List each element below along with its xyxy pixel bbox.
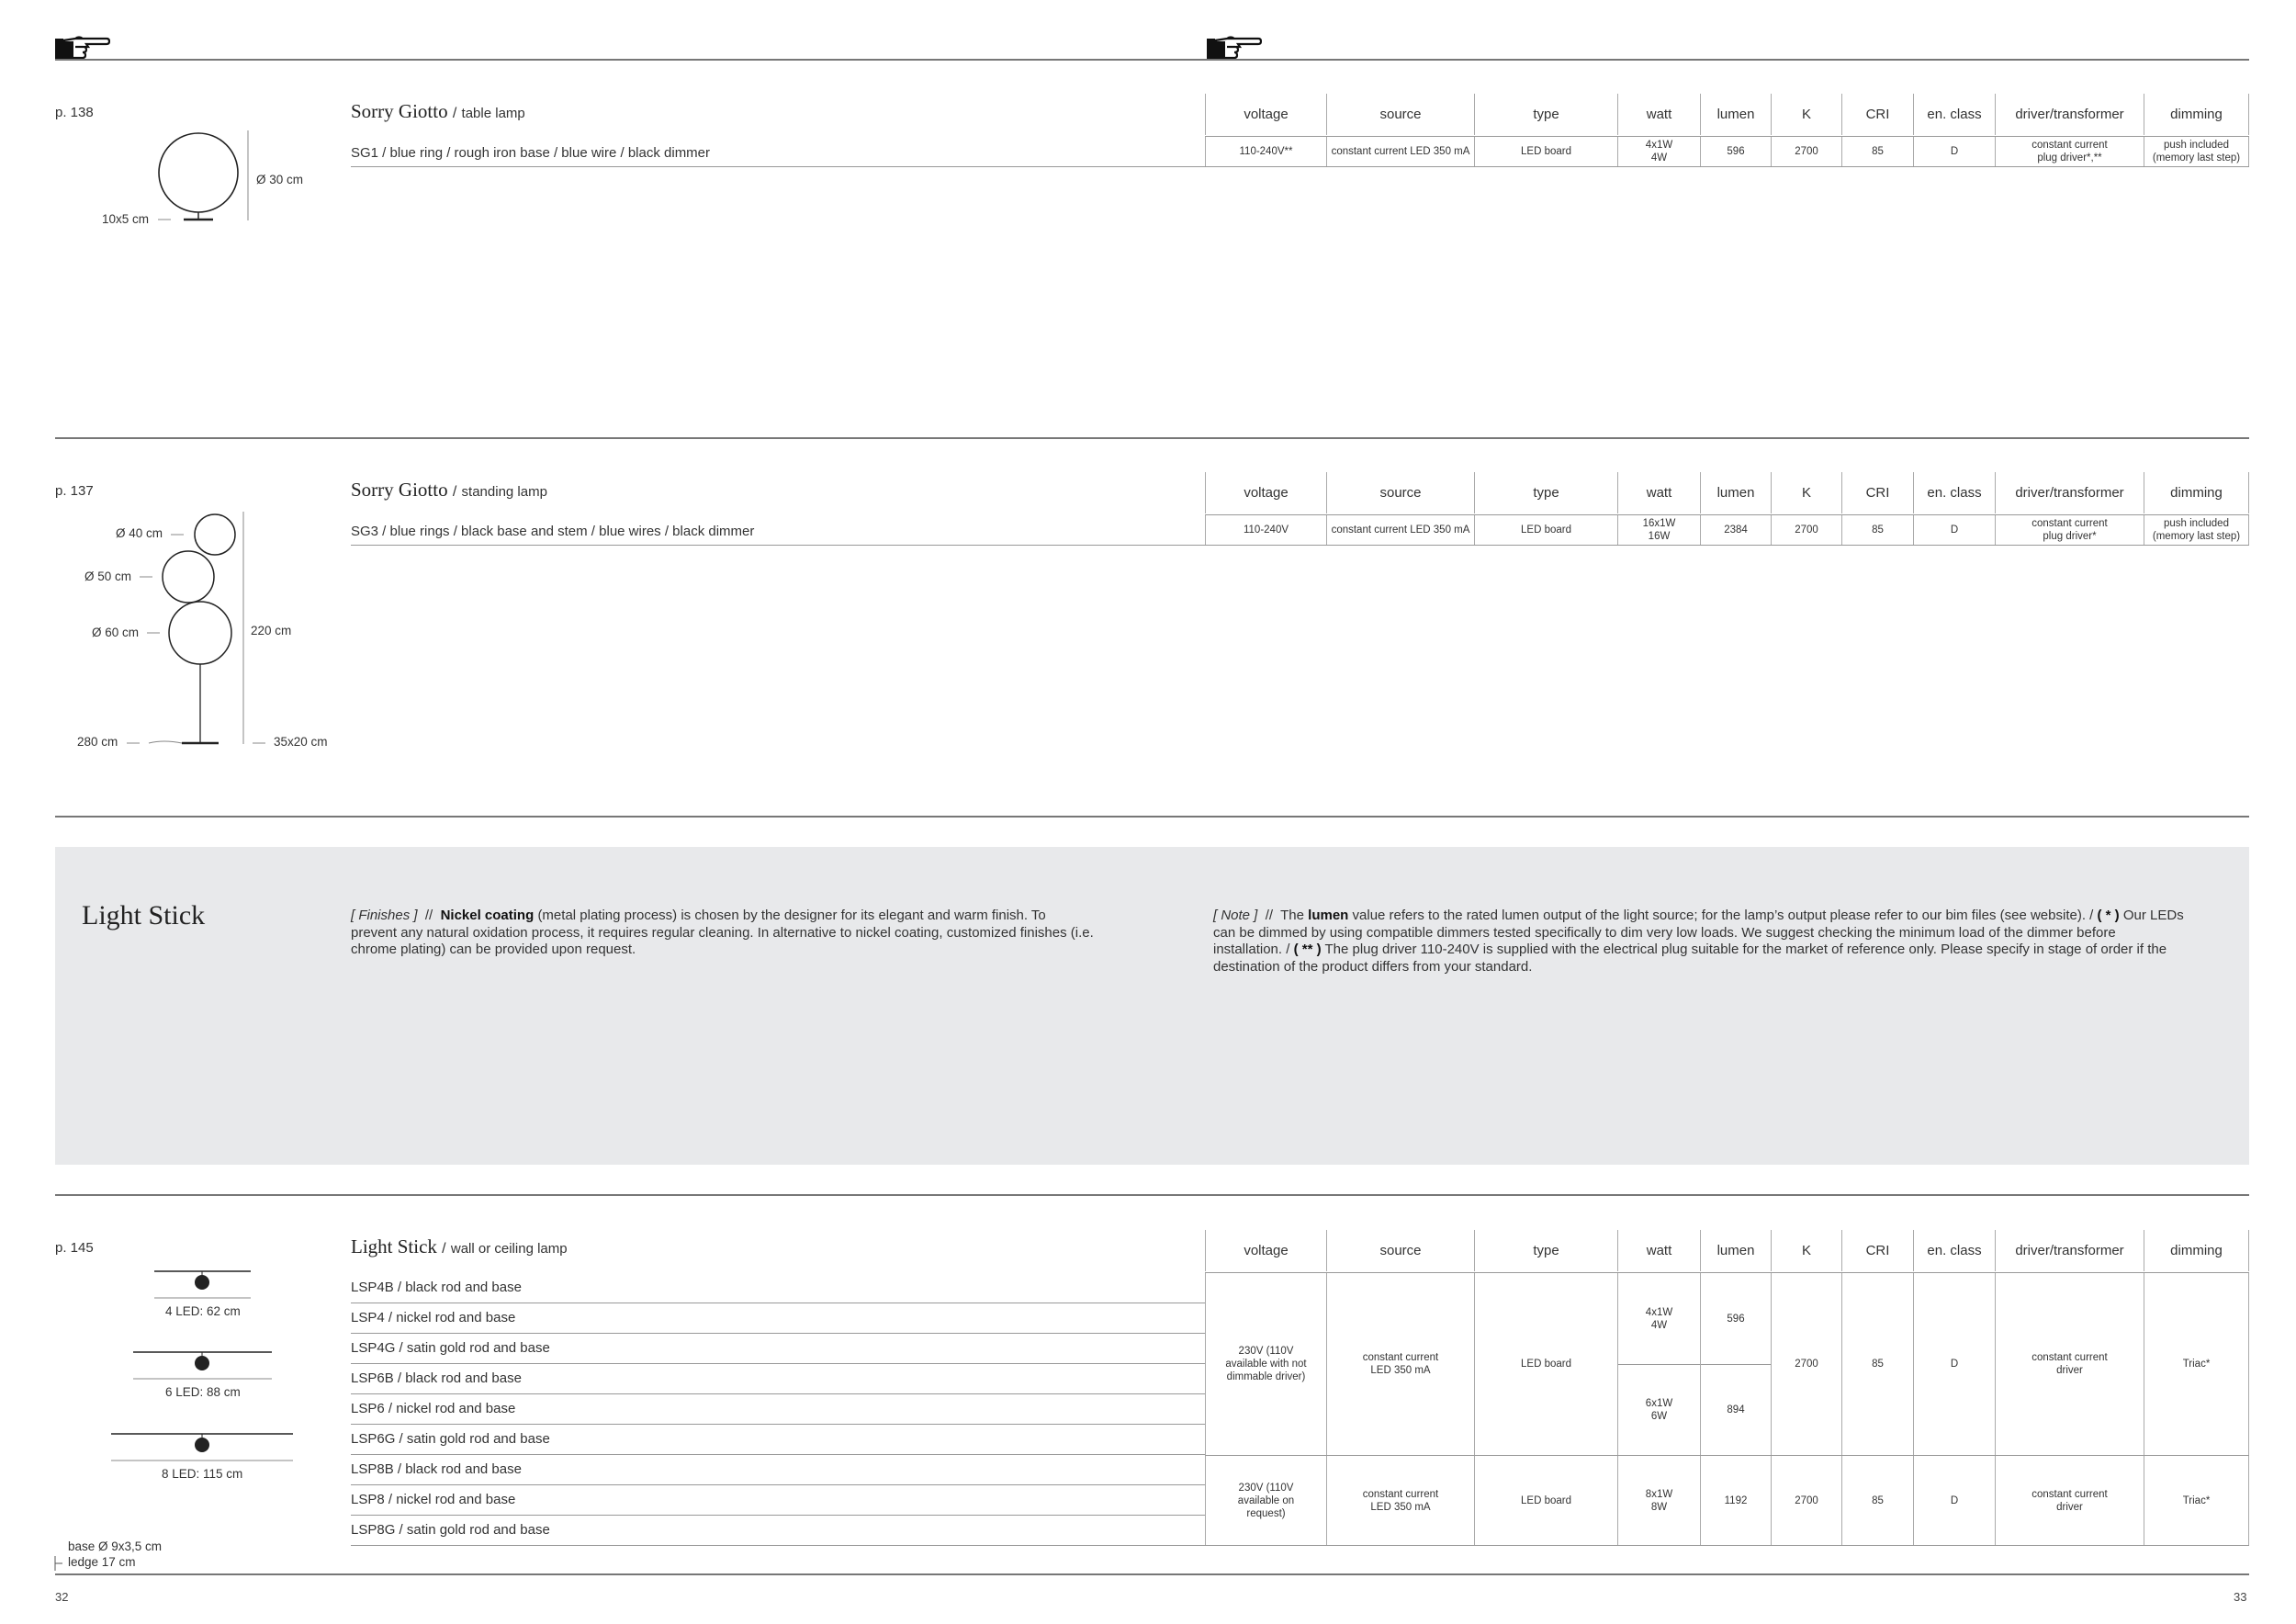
col-driver: driver/transformer [1995,94,2144,135]
list-item: LSP4G / satin gold rod and base [351,1340,550,1356]
base-size-label: 10x5 cm [102,212,150,226]
cell-voltage: 230V (110V available on request) [1205,1456,1326,1545]
cell-en-class: D [1913,1456,1995,1545]
cell-cri: 85 [1841,1273,1913,1455]
list-item: LSP8B / black rod and base [351,1461,522,1477]
product-code-row: SG1 / blue ring / rough iron base / blue wire / black dimmer [351,145,711,161]
bottom-rule [55,1573,2249,1575]
cell-driver: constant current plug driver* [1995,515,2144,545]
spec-table [0,94,2296,167]
col-k: K [1771,1230,1841,1271]
note-bold: ( * ) [2097,908,2120,923]
cell-k: 2700 [1771,1273,1841,1455]
led6-length-label: 6 LED: 88 cm [165,1385,241,1399]
ledge-length-label: ledge 17 cm [68,1555,136,1569]
height-label: 220 cm [251,624,292,637]
cell-watt: 6x1W 6W [1617,1364,1700,1455]
col-cri: CRI [1841,94,1913,135]
diameter-60-label: Ø 60 cm [92,626,140,639]
list-item: LSP4 / nickel rod and base [351,1310,516,1325]
col-en-class: en. class [1913,94,1995,135]
cell-dimming: Triac* [2144,1273,2249,1455]
cell-en-class: D [1913,1273,1995,1455]
spec-table [0,472,2296,546]
note-label: [ Note ] [1213,908,1258,923]
note-text: The plug driver 110-240V is supplied with the electrical plug suitable for the market of reference only. Please specify in stage of order if the destination of the product differs from your standard. [1213,942,2167,975]
cell-lumen: 596 [1700,137,1771,166]
cell-type: LED board [1474,515,1617,545]
cell-k: 2700 [1771,515,1841,545]
cell-voltage: 110-240V** [1205,137,1326,166]
cell-driver: constant current plug driver*,** [1995,137,2144,166]
col-en-class: en. class [1913,1230,1995,1271]
cell-k: 2700 [1771,1456,1841,1545]
list-item: LSP8 / nickel rod and base [351,1492,516,1507]
page-ref: p. 145 [55,1240,94,1256]
product-name: Sorry Giotto [351,100,448,122]
title-separator: / [452,106,457,121]
page-ref: p. 137 [55,483,94,499]
col-voltage: voltage [1205,94,1326,135]
list-item: LSP8G / satin gold rod and base [351,1522,550,1538]
cable-length-label: 280 cm [77,735,118,749]
cell-watt: 4x1W 4W [1617,137,1700,166]
cell-lumen: 2384 [1700,515,1771,545]
col-lumen: lumen [1700,1230,1771,1271]
page-number-left: 32 [55,1590,69,1604]
note-text: value refers to the rated lumen output of the light source; for the lamp’s output please refer to our bim files (see website). / [1352,908,2094,923]
finishes-note [351,908,1095,959]
product-type: table lamp [461,106,525,121]
col-voltage: voltage [1205,472,1326,513]
info-title: Light Stick [82,900,206,930]
cell-en-class: D [1913,515,1995,545]
cell-cri: 85 [1841,1456,1913,1545]
ledge-bracket-icon [53,1554,66,1573]
cell-dimming: Triac* [2144,1456,2249,1545]
cell-lumen: 1192 [1700,1456,1771,1545]
col-dimming: dimming [2144,472,2249,513]
cell-k: 2700 [1771,137,1841,166]
cell-type: LED board [1474,1456,1617,1545]
note-text: The [1280,908,1304,923]
note-sep: // [1265,908,1274,923]
note-bold: lumen [1308,908,1349,923]
cell-voltage: 230V (110V available with not dimmable driver) [1205,1273,1326,1455]
cell-watt: 4x1W 4W [1617,1273,1700,1364]
col-dimming: dimming [2144,94,2249,135]
base-size-label: 35x20 cm [274,735,328,749]
col-watt: watt [1617,472,1700,513]
section-rule [55,437,2249,439]
cell-watt: 16x1W 16W [1617,515,1700,545]
led4-length-label: 4 LED: 62 cm [165,1304,241,1318]
col-type: type [1474,472,1617,513]
product-type: standing lamp [461,484,547,500]
title-separator: / [442,1241,446,1257]
col-driver: driver/transformer [1995,1230,2144,1271]
diameter-label: Ø 30 cm [256,173,304,186]
title-separator: / [452,484,457,500]
cell-type: LED board [1474,137,1617,166]
base-size-label: base Ø 9x3,5 cm [68,1539,163,1553]
cell-en-class: D [1913,137,1995,166]
cell-source: constant current LED 350 mA [1326,515,1474,545]
col-type: type [1474,94,1617,135]
finishes-bold: Nickel coating [440,908,535,923]
led8-length-label: 8 LED: 115 cm [162,1467,243,1481]
table-bottom-rule [1205,1545,2249,1546]
cell-voltage: 110-240V [1205,515,1326,545]
finishes-text: (metal plating process) is chosen by the designer for its elegant and warm finish. To prevent any natural oxidation process, it requires regular cleaning. In alternative to nickel coating, customized finishes (i.e. chrome plating) can be provided upon request. [351,908,1094,957]
col-source: source [1326,1230,1474,1271]
section-rule [55,816,2249,818]
col-driver: driver/transformer [1995,472,2144,513]
cell-lumen: 596 [1700,1273,1771,1364]
col-voltage: voltage [1205,1230,1326,1271]
finishes-label: [ Finishes ] [351,908,418,923]
col-cri: CRI [1841,1230,1913,1271]
diameter-50-label: Ø 50 cm [84,570,132,583]
finishes-sep: // [424,908,433,923]
col-watt: watt [1617,94,1700,135]
col-source: source [1326,472,1474,513]
page-number-right: 33 [2234,1590,2247,1604]
spec-table [0,1230,2296,1547]
col-lumen: lumen [1700,472,1771,513]
col-source: source [1326,94,1474,135]
note-text: Our LEDs can be dimmed by using compatible dimmers tested specifically to dim very low loads. We suggest checking the minimum load of the dimmer before installation. / [1213,908,2184,957]
cell-watt: 8x1W 8W [1617,1456,1700,1545]
cell-dimming: push included (memory last step) [2144,515,2249,545]
cell-cri: 85 [1841,515,1913,545]
product-name: Light Stick [351,1235,437,1257]
list-item: LSP4B / black rod and base [351,1280,522,1295]
cell-driver: constant current driver [1995,1456,2144,1545]
list-item: LSP6 / nickel rod and base [351,1401,516,1416]
list-item: LSP6G / satin gold rod and base [351,1431,550,1447]
col-en-class: en. class [1913,472,1995,513]
list-item: LSP6B / black rod and base [351,1370,522,1386]
col-k: K [1771,94,1841,135]
product-name: Sorry Giotto [351,479,448,501]
cell-source: constant current LED 350 mA [1326,1456,1474,1545]
cell-cri: 85 [1841,137,1913,166]
col-lumen: lumen [1700,94,1771,135]
page-ref: p. 138 [55,105,94,120]
general-note [1213,908,2187,976]
cell-source: constant current LED 350 mA [1326,137,1474,166]
col-type: type [1474,1230,1617,1271]
cell-source: constant current LED 350 mA [1326,1273,1474,1455]
section-rule [55,1194,2249,1196]
cell-type: LED board [1474,1273,1617,1455]
note-bold: ( ** ) [1293,942,1322,957]
info-panel [55,847,2249,1165]
col-k: K [1771,472,1841,513]
diameter-40-label: Ø 40 cm [116,526,163,540]
col-watt: watt [1617,1230,1700,1271]
cell-lumen: 894 [1700,1364,1771,1455]
product-code-row: SG3 / blue rings / black base and stem / blue wires / black dimmer [351,524,755,539]
product-type: wall or ceiling lamp [450,1241,568,1257]
col-cri: CRI [1841,472,1913,513]
cell-dimming: push included (memory last step) [2144,137,2249,166]
cell-driver: constant current driver [1995,1273,2144,1455]
col-dimming: dimming [2144,1230,2249,1271]
top-rule [55,59,2249,61]
